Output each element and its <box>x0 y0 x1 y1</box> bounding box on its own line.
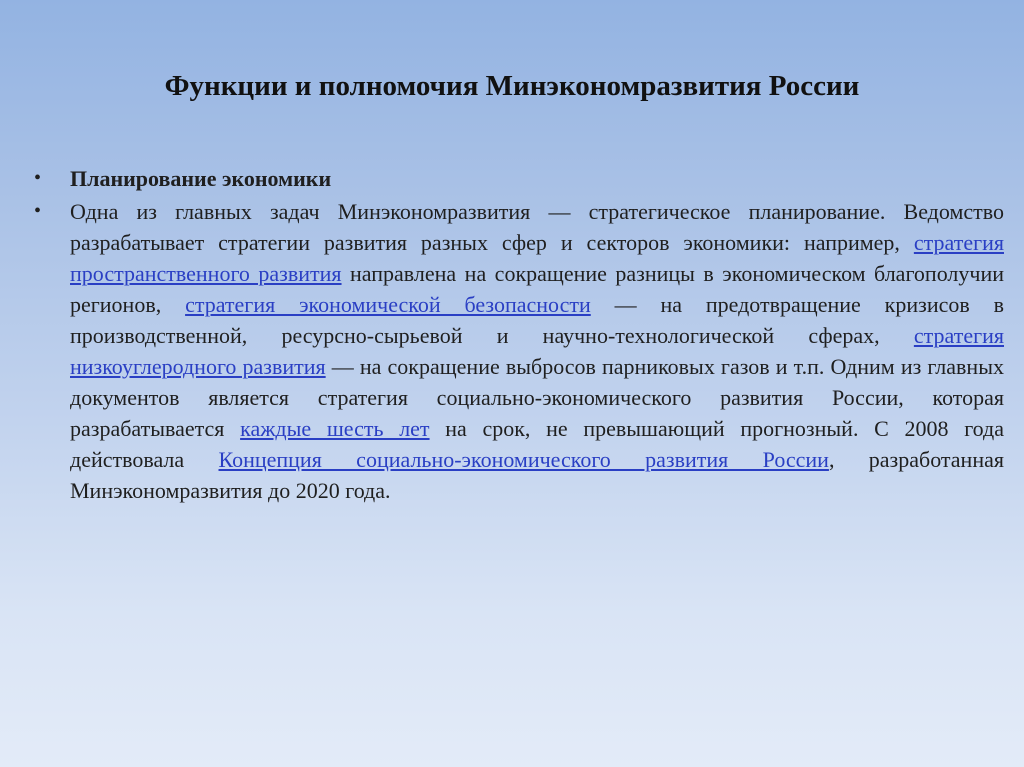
bullet-icon: • <box>34 200 42 222</box>
paragraph-text: — на предотвращение кризисов в производственной, ресурсно-сырьевой и научно-технологической сферах, <box>70 292 1004 348</box>
bullet-paragraph <box>70 196 1004 506</box>
link-economic-security-strategy[interactable]: стратегия экономической безопасности <box>185 292 591 317</box>
bullet-heading-text: Планирование экономики <box>70 166 332 191</box>
bullet-item <box>34 163 1004 194</box>
slide-content <box>34 163 1004 508</box>
paragraph-text: на срок, не превышающий прогнозный. С 2008 года действовала <box>70 416 1004 472</box>
link-spatial-development-strategy[interactable]: стратегия пространственного развития <box>70 230 1004 286</box>
link-low-carbon-development-strategy[interactable]: стратегия низкоуглеродного развития <box>70 323 1004 379</box>
paragraph-text: , разработанная Минэкономразвития до 2020 года. <box>70 447 1004 503</box>
paragraph-text: Одна из главных задач Минэкономразвития — стратегическое планирование. Ведомство разрабатывает стратегии развития разных сфер и секторов экономики: например, <box>70 199 1004 255</box>
slide-title: Функции и полномочия Минэкономразвития России <box>164 70 860 102</box>
paragraph-text: направлена на сокращение разницы в экономическом благополучии регионов, <box>70 261 1004 317</box>
bullet-icon: • <box>34 167 42 189</box>
paragraph-text: — на сокращение выбросов парниковых газов и т.п. Одним из главных документов является стратегия социально-экономического развития России, которая разрабатывается <box>70 354 1004 441</box>
link-socioeconomic-development-concept[interactable]: Концепция социально-экономического развития России <box>218 447 829 472</box>
bullet-item <box>34 196 1004 506</box>
link-every-six-years[interactable]: каждые шесть лет <box>240 416 430 441</box>
